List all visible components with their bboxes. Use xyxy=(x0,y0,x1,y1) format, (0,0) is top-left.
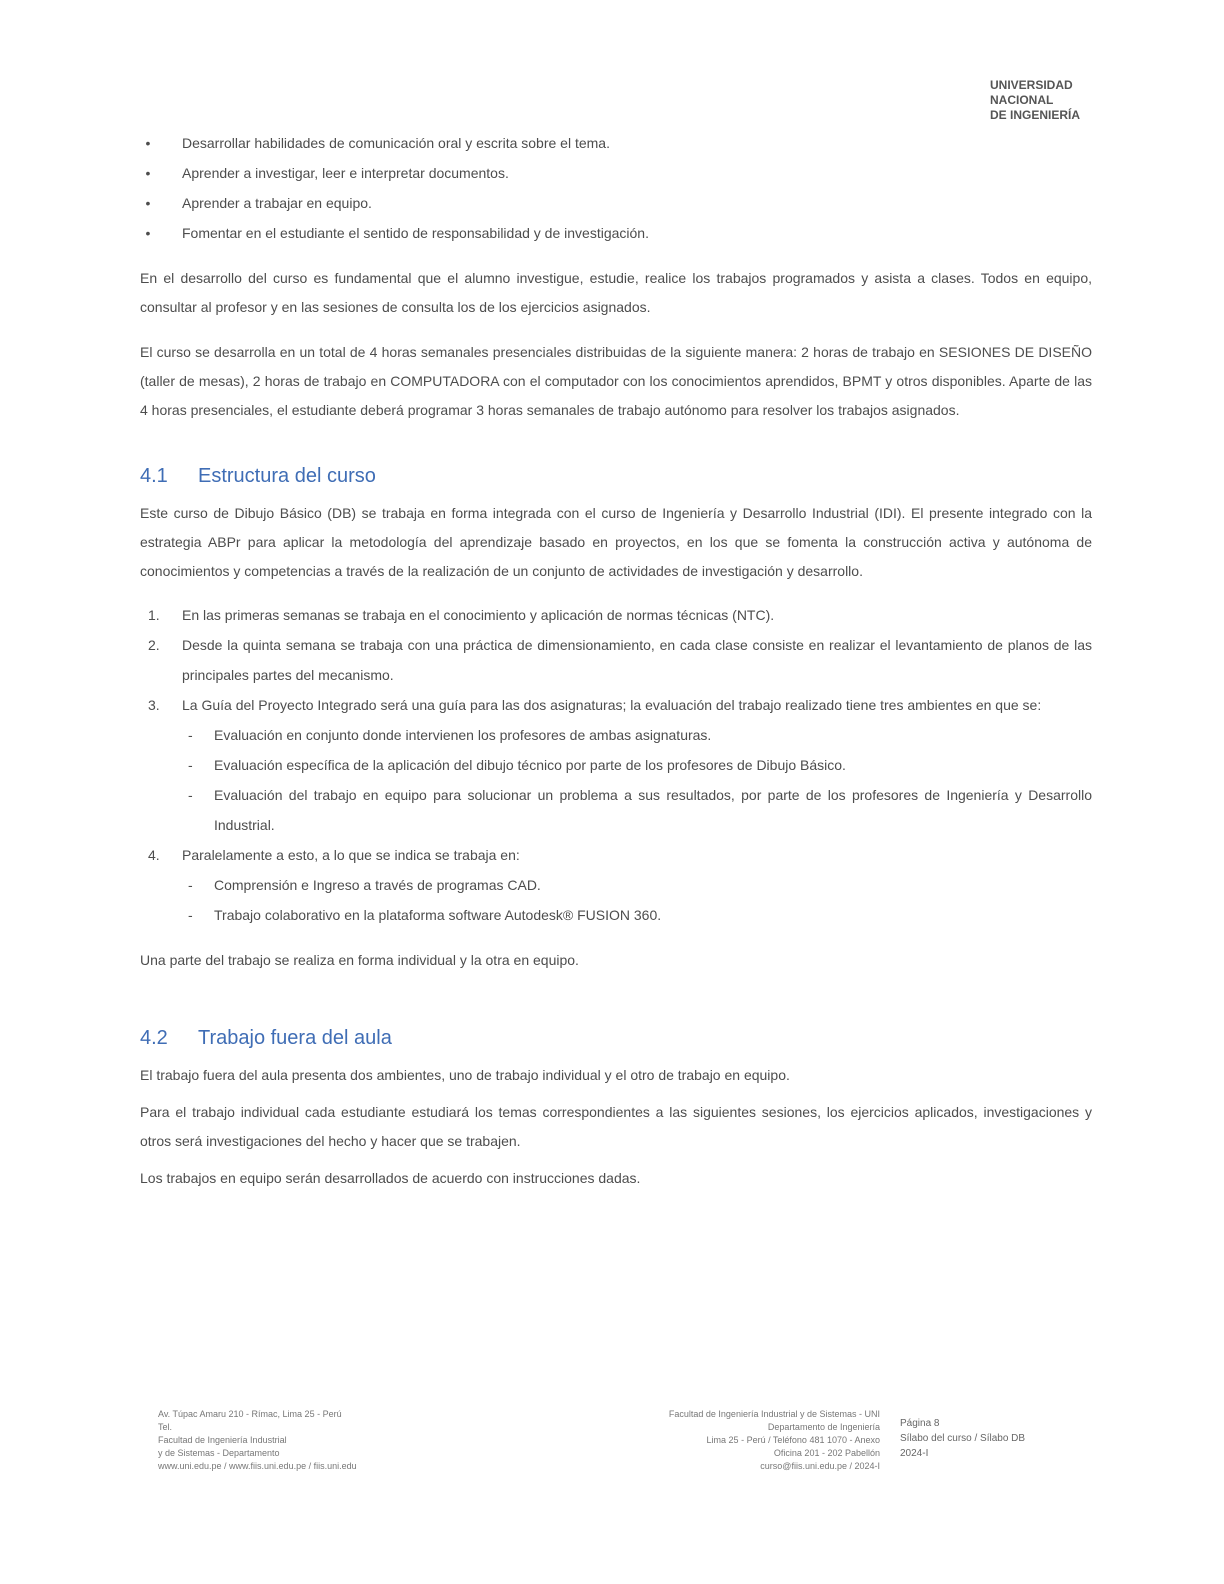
objectives-list xyxy=(140,128,1092,248)
list-item: 2. Desde la quinta semana se trabaja con una práctica de dimensionamiento, en cada clase consiste en realizar el levantamiento de planos de las principales partes del mecanismo. xyxy=(148,637,1092,683)
paragraph: Una parte del trabajo se realiza en forma individual y la otra en equipo. xyxy=(140,952,579,968)
footer-address: Av. Túpac Amaru 210 - Rímac, Lima 25 - Perú Tel. Facultad de Ingeniería Industrial y de Sistemas - Departamento www.uni.edu.pe / www.fiis.uni.edu.pe / fiis.uni.edu xyxy=(158,1409,357,1471)
dash-icon: - xyxy=(188,727,193,743)
list-item: • Aprender a investigar, leer e interpretar documentos. xyxy=(140,158,1092,188)
list-item: • Desarrollar habilidades de comunicación oral y escrita sobre el tema. xyxy=(140,128,1092,158)
paragraph: En el desarrollo del curso es fundamental que el alumno investigue, estudie, realice los trabajos programados y asista a clases. Todos en equipo, consultar al profesor y en las sesiones de consulta los de los ejercicios asignados. xyxy=(140,270,1092,315)
dash-icon: - xyxy=(188,757,193,773)
bullet-icon: • xyxy=(145,195,151,211)
logo-line: UNIVERSIDAD xyxy=(990,78,1073,92)
sub-list-item: - Evaluación en conjunto donde intervienen los profesores de ambas asignaturas. xyxy=(182,720,1092,750)
footer-department: Facultad de Ingeniería Industrial y de Sistemas - UNI Departamento de Ingeniería Lima 25 - Perú / Teléfono 481 1070 - Anexo Oficina 201 - 202 Pabellón curso@fiis.uni.edu.pe / 2024-I xyxy=(668,1409,880,1471)
section-heading-4-1: 4.1 Estructura del curso xyxy=(140,465,376,487)
paragraph: El trabajo fuera del aula presenta dos ambientes, uno de trabajo individual y el otro de trabajo en equipo. xyxy=(140,1067,790,1083)
dash-icon: - xyxy=(188,877,193,893)
list-item: 1. En las primeras semanas se trabaja en el conocimiento y aplicación de normas técnicas (NTC). xyxy=(148,607,775,623)
bullet-icon: • xyxy=(145,225,151,241)
sub-list xyxy=(182,870,1092,930)
university-logo xyxy=(990,78,1090,123)
sub-list-item: - Evaluación específica de la aplicación del dibujo técnico por parte de los profesores de Dibujo Básico. xyxy=(182,750,1092,780)
list-item: 4. Paralelamente a esto, a lo que se indica se trabaja en: - Comprensión e Ingreso a través de programas CAD. - Trabajo colaborativo en la plataforma software Autodesk® FUSION 360. xyxy=(140,840,1092,930)
list-item: • Aprender a trabajar en equipo. xyxy=(140,188,1092,218)
bullet-icon: • xyxy=(145,135,151,151)
paragraph: Los trabajos en equipo serán desarrollados de acuerdo con instrucciones dadas. xyxy=(140,1170,641,1186)
sub-list-item: - Trabajo colaborativo en la plataforma software Autodesk® FUSION 360. xyxy=(182,900,1092,930)
paragraph: El curso se desarrolla en un total de 4 horas semanales presenciales distribuidas de la siguiente manera: 2 horas de trabajo en SESIONES DE DISEÑO (taller de mesas), 2 horas de trabajo en COMPUTADORA con el computador con los conocimientos aprendidos, BPMT y otros disponibles. Aparte de las 4 horas presenciales, el estudiante deberá programar 3 horas semanales de trabajo autónomo para resolver los trabajos asignados. xyxy=(140,344,1092,418)
sub-list xyxy=(182,720,1092,840)
logo-line: NACIONAL xyxy=(990,93,1054,107)
sub-list-item: - Evaluación del trabajo en equipo para solucionar un problema a sus resultados, por parte de los profesores de Ingeniería y Desarrollo Industrial. xyxy=(182,780,1092,840)
paragraph: Para el trabajo individual cada estudiante estudiará los temas correspondientes a las siguientes sesiones, los ejercicios aplicados, investigaciones y otros será investigaciones del hecho y hacer que se trabajen. xyxy=(140,1104,1092,1149)
document-body xyxy=(140,128,1092,1193)
list-item: • Fomentar en el estudiante el sentido de responsabilidad y de investigación. xyxy=(140,218,1092,248)
structure-list xyxy=(140,600,1092,930)
bullet-icon: • xyxy=(145,165,151,181)
dash-icon: - xyxy=(188,907,193,923)
sub-list-item: - Comprensión e Ingreso a través de programas CAD. xyxy=(182,870,1092,900)
page-footer xyxy=(140,1408,1092,1518)
footer-page-info: Página 8 Sílabo del curso / Sílabo DB 2024-I xyxy=(900,1418,1026,1459)
logo-line: DE INGENIERÍA xyxy=(990,108,1081,122)
section-heading-4-2: 4.2 Trabajo fuera del aula xyxy=(140,1027,392,1049)
dash-icon: - xyxy=(188,787,193,803)
list-item: 3. La Guía del Proyecto Integrado será una guía para las dos asignaturas; la evaluación del trabajo realizado tiene tres ambientes en que se: - Evaluación en conjunto donde intervienen los profesores de ambas asignaturas. - Evaluación específica de la aplicación del dibujo técnico por parte de los profesores de Dibujo Básico. - Evaluación del trabajo en equipo para solucionar un problema a sus resultados, por parte de los profesores de Ingeniería y Desarrollo Industrial. xyxy=(140,690,1092,840)
paragraph: Este curso de Dibujo Básico (DB) se trabaja en forma integrada con el curso de Ingeniería y Desarrollo Industrial (IDI). El presente integrado con la estrategia ABPr para aplicar la metodología del aprendizaje basado en proyectos, en los que se fomenta la construcción activa y autónoma de conocimientos y competencias a través de la realización de un conjunto de actividades de investigación y desarrollo. xyxy=(140,505,1092,579)
